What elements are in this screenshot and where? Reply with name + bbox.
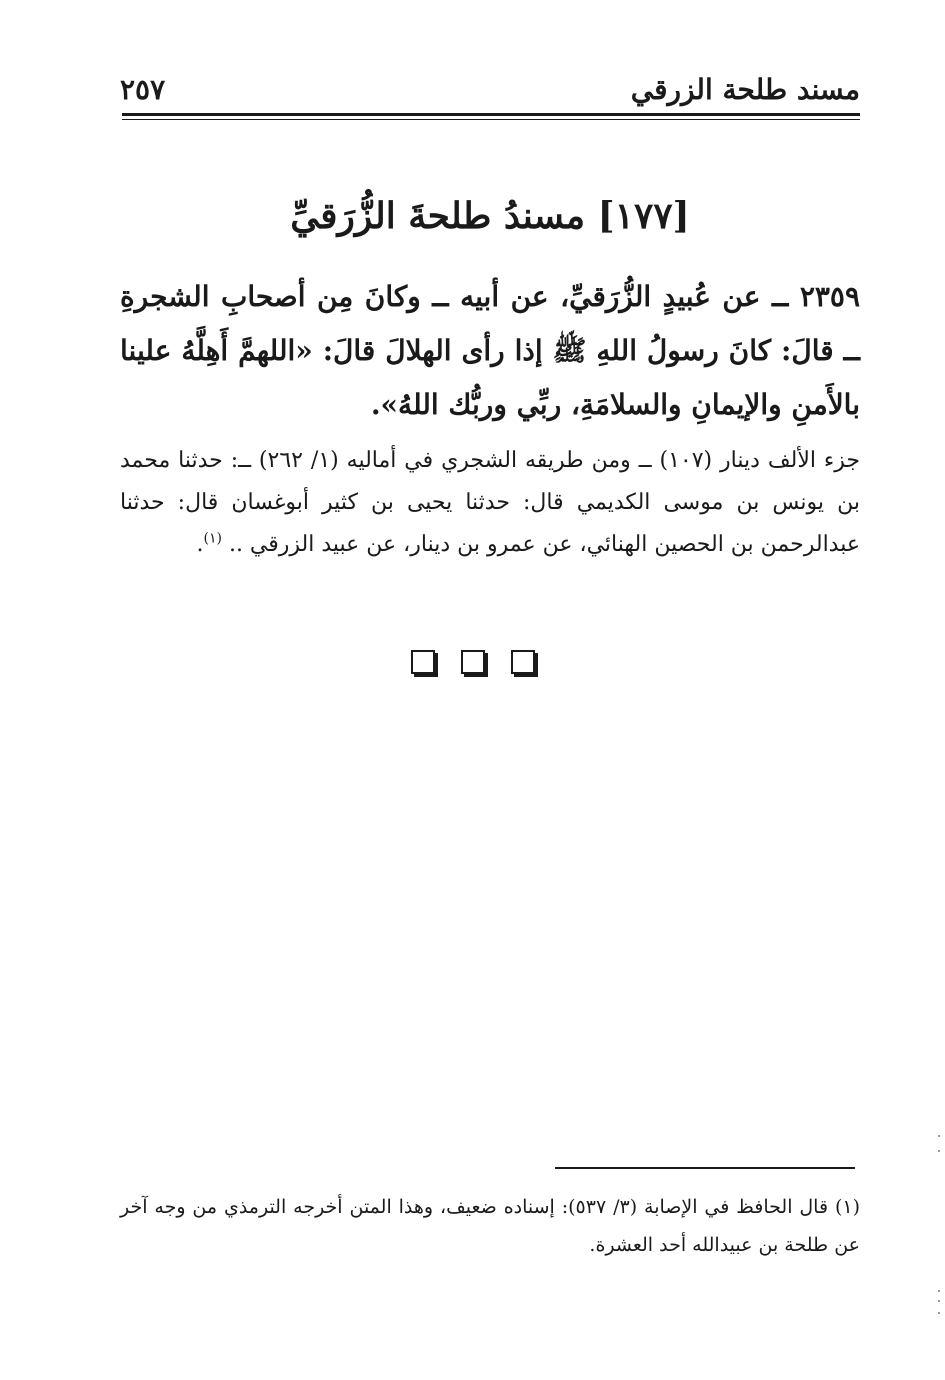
source-text: جزء الألف دينار (١٠٧) ــ ومن طريقه الشجري في أماليه (١/ ٢٦٢) ــ: حدثنا محمد بن يونس بن موسى الكديمي قال: حدثنا يحيى بن كثير أبوغسان قال: حدثنا عبدالرحمن بن الحصين الهنائي، عن عمرو بن دينار، عن عبيد الزرقي ..	[120, 448, 860, 557]
separator-square-icon	[461, 650, 485, 674]
scan-speck	[938, 1312, 940, 1314]
footnote-reference[interactable]: (١)	[203, 530, 222, 547]
section-separator	[0, 650, 945, 680]
page-number: ٢٥٧	[120, 73, 166, 106]
running-header	[120, 70, 860, 110]
separator-square-icon	[511, 650, 535, 674]
header-rule	[122, 113, 860, 116]
scan-speck	[938, 1300, 940, 1302]
separator-square-icon	[411, 650, 435, 674]
scan-speck	[938, 1135, 940, 1137]
header-rule-thin	[122, 119, 860, 120]
footnote-rule	[555, 1167, 855, 1169]
source-end: .	[196, 532, 204, 557]
footnote: (١) قال الحافظ في الإصابة (٣/ ٥٣٧): إسناده ضعيف، وهذا المتن أخرجه الترمذي من وجه آخر عن طلحة بن عبيدالله أحد العشرة.	[120, 1196, 860, 1256]
section-heading: [١٧٧] مسندُ طلحةَ الزُّرَقيِّ	[290, 195, 690, 237]
running-title: مسند طلحة الزرقي	[630, 73, 860, 106]
hadith-text: ٢٣٥٩ ــ عن عُبيدٍ الزُّرَقيِّ، عن أبيه ــ وكانَ مِن أصحابِ الشجرةِ ــ قالَ: كانَ رسولُ اللهِ ﷺ إذا رأى الهلالَ قالَ: «اللهمَّ أَهِلَّهُ علينا بالأَمنِ والإيمانِ والسلامَةِ، ربِّي وربُّك اللهُ».	[120, 280, 860, 421]
scan-speck	[938, 1290, 940, 1292]
source-paragraph	[120, 440, 860, 566]
scan-speck	[938, 1150, 940, 1152]
